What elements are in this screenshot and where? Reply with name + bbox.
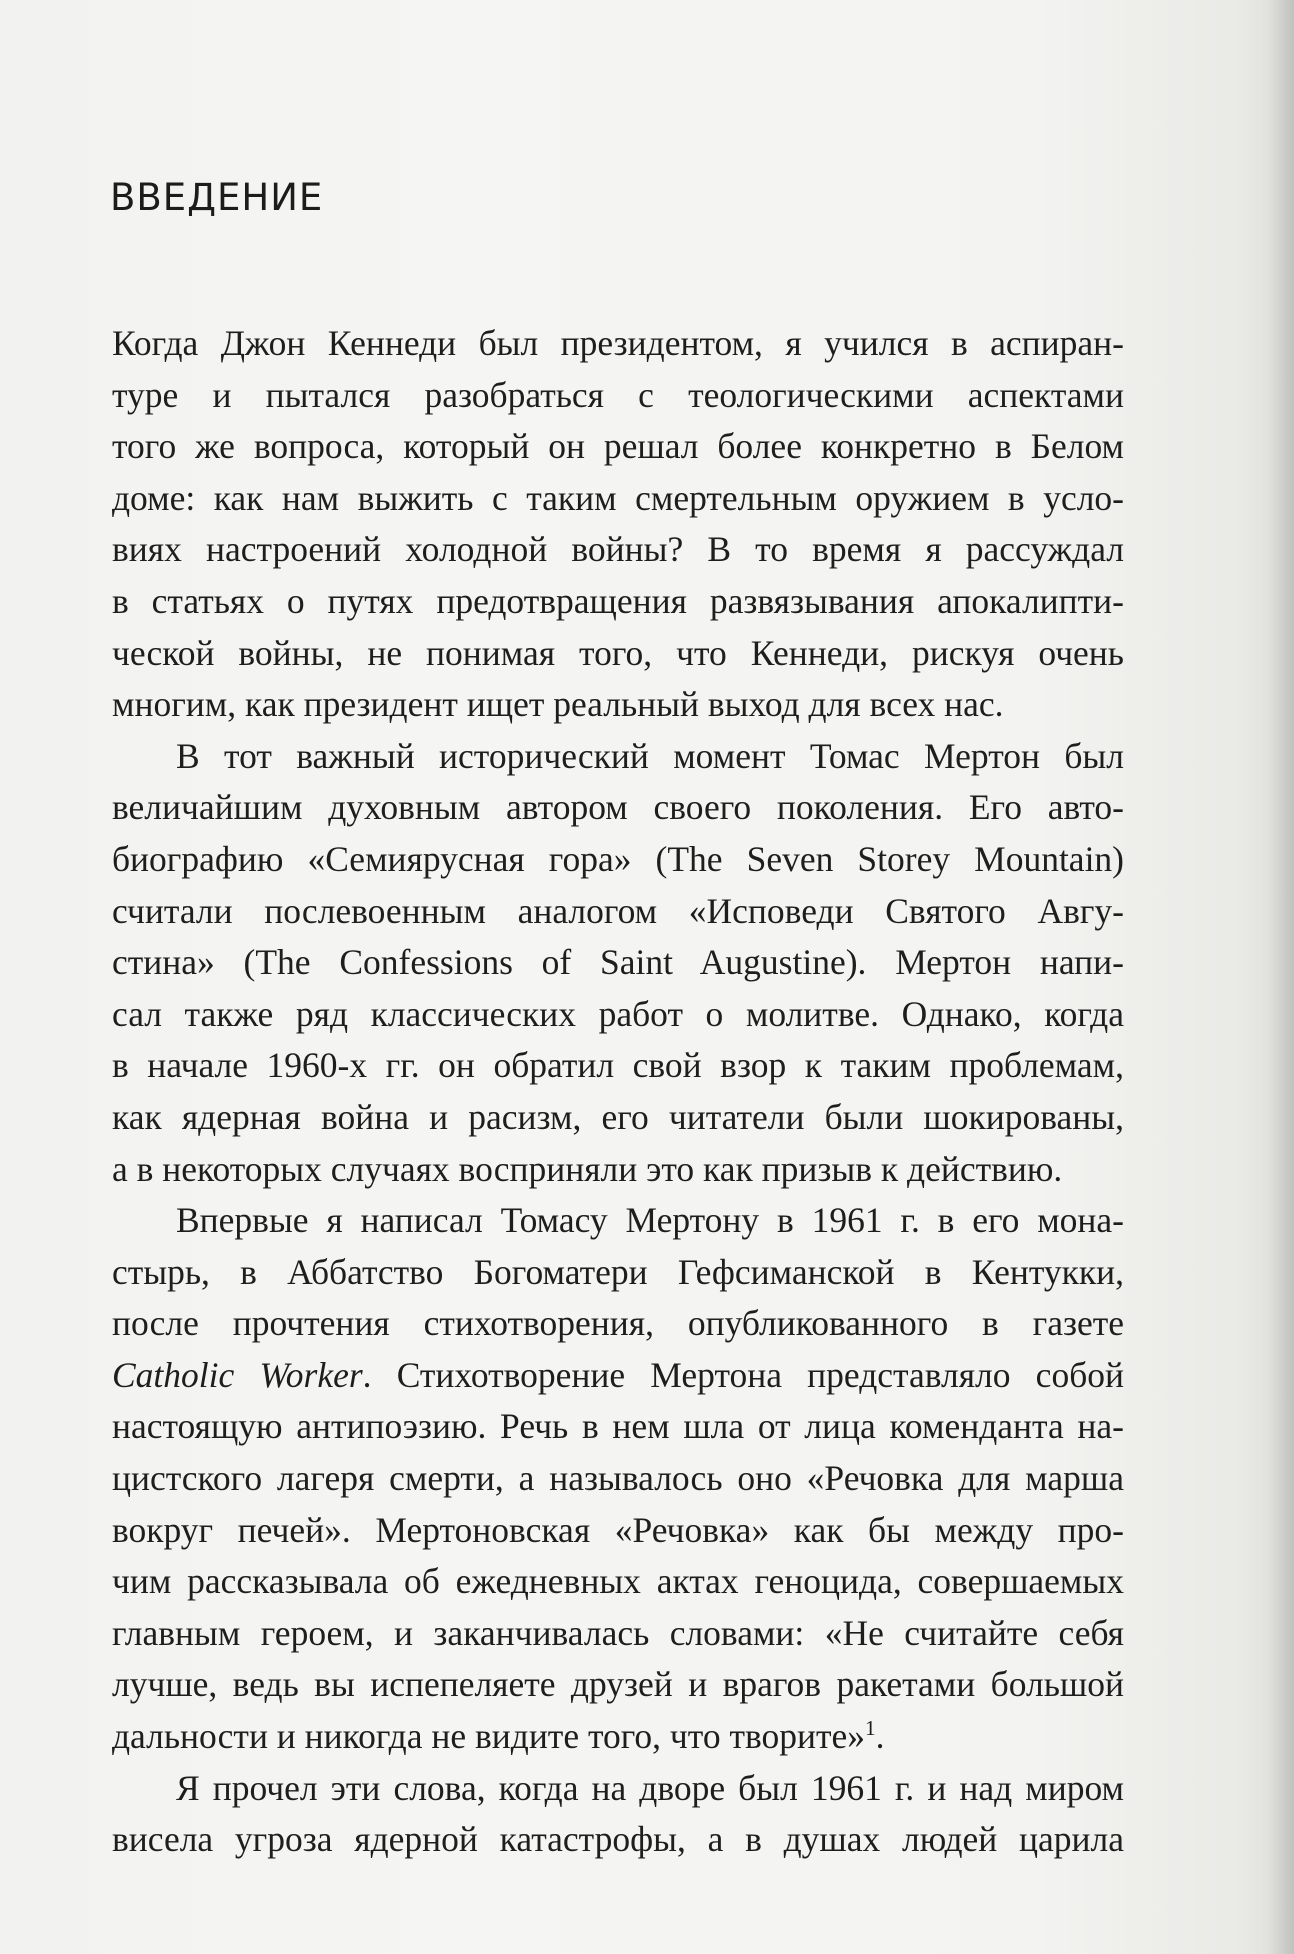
text-line: лучше, ведь вы испепеляете друзей и врагов ракетами большой — [112, 1664, 1124, 1705]
paragraph-2 — [112, 731, 1124, 1195]
text-line: настоящую антипоэзию. Речь в нем шла от лица коменданта на- — [112, 1406, 1124, 1447]
chapter-title: ВВЕДЕНИЕ — [110, 176, 324, 219]
text-line: ческой войны, не понимая того, что Кеннеди, рискуя очень — [112, 632, 1124, 673]
text-line: стина» (The Confessions of Saint Augustine). Мертон напи- — [112, 942, 1124, 983]
text-line: Когда Джон Кеннеди был президентом, я учился в аспиран- — [112, 323, 1124, 363]
text-line: того же вопроса, который он решал более конкретно в Белом — [112, 426, 1124, 467]
text-line — [112, 1711, 1124, 1763]
text-line: висела угроза ядерной катастрофы, а в душах людей царила — [112, 1819, 1124, 1860]
page-edge-shadow — [1268, 0, 1294, 1954]
text-line: доме: как нам выжить с таким смертельным оружием в усло- — [112, 477, 1124, 518]
text-line: главным героем, и заканчивалась словами: «Не считайте себя — [112, 1612, 1124, 1653]
text-line — [112, 1350, 1124, 1402]
text-line: Я прочел эти слова, когда на дворе был 1961 г. и над миром — [176, 1767, 1124, 1808]
paragraph-3 — [112, 1195, 1124, 1763]
text-line: Впервые я написал Томасу Мертону в 1961 г. в его мона- — [176, 1200, 1124, 1241]
text-line: цистского лагеря смерти, а называлось оно «Речовка для марша — [112, 1458, 1124, 1499]
text-line: чим рассказывала об ежедневных актах геноцида, совершаемых — [112, 1561, 1124, 1602]
text-line: как ядерная война и расизм, его читатели были шокированы, — [112, 1096, 1124, 1137]
text-line: после прочтения стихотворения, опубликованного в газете — [112, 1303, 1124, 1344]
text-line: многим, как президент ищет реальный выход для всех нас. — [112, 684, 1004, 725]
text-line: сал также ряд классических работ о молитве. Однако, когда — [112, 993, 1124, 1034]
text-fragment: дальности и никогда не видите того, что творите» — [112, 1716, 866, 1757]
newspaper-title: Catholic Worker — [112, 1354, 363, 1395]
paragraph-1 — [112, 318, 1124, 731]
text-line: биографию «Семиярусная гора» (The Seven Storey Mountain) — [112, 838, 1124, 879]
text-line: виях настроений холодной войны? В то время я рассуждал — [112, 529, 1124, 570]
text-line: а в некоторых случаях восприняли это как призыв к действию. — [112, 1148, 1063, 1189]
text-line: величайшим духовным автором своего поколения. Его авто- — [112, 787, 1124, 828]
text-line: стырь, в Аббатство Богоматери Гефсиманской в Кентукки, — [112, 1251, 1124, 1292]
text-fragment: . Стихотворение Мертона представляло собой — [362, 1354, 1125, 1395]
footnote-marker[interactable]: 1 — [865, 1716, 876, 1741]
text-line: считали послевоенным аналогом «Исповеди Святого Авгу- — [112, 890, 1124, 931]
body-text — [112, 318, 1124, 1866]
text-line: В тот важный исторический момент Томас Мертон был — [176, 735, 1124, 776]
text-line: вокруг печей». Мертоновская «Речовка» как бы между про- — [112, 1509, 1124, 1550]
text-line: в статьях о путях предотвращения развязывания апокалипти- — [112, 580, 1124, 621]
text-line: туре и пытался разобраться с теологическими аспектами — [112, 374, 1124, 415]
text-fragment: . — [875, 1716, 885, 1757]
paragraph-4 — [112, 1763, 1124, 1866]
text-line: в начале 1960-х гг. он обратил свой взор к таким проблемам, — [112, 1045, 1124, 1086]
